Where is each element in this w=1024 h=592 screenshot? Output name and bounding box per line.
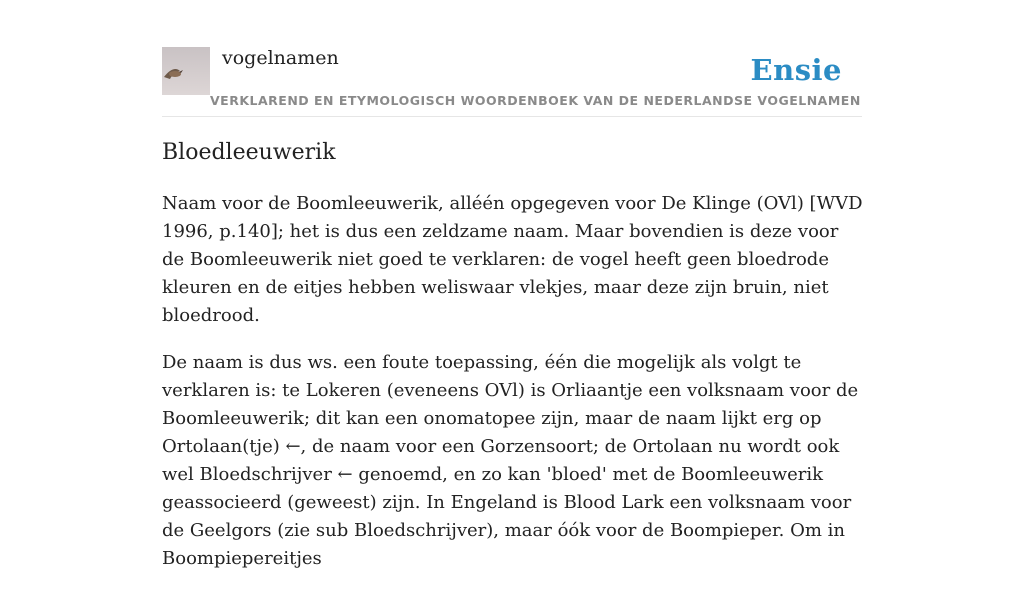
article-paragraph: De naam is dus ws. een foute toepassing, één die mogelijk als volgt te verklaren is: te Lokeren (eveneens OVl) is Orliaantje een volksnaam voor de Boomleeuwerik; dit kan een onomatopee zijn, maar de naam lijkt erg op Ortolaan(tje) ←, de naam voor een Gorzensoort; de Ortolaan nu wordt ook wel Bloedschrijver ← genoemd, en zo kan 'bloed' met de Boomleeuwerik geassocieerd (geweest) zijn. In Engeland is Blood Lark een volksnaam voor de Geelgors (zie sub Bloedschrijver), maar óók voor de Boompieper. Om in Boompiepereitjes [162,352,859,569]
bird-avatar-icon[interactable] [162,47,210,95]
article [162,136,866,592]
article-paragraph: Naam voor de Boomleeuwerik, alléén opgegeven voor De Klinge (OVl) [WVD 1996, p.140]; het is dus een zeldzame naam. Maar bovendien is deze voor de Boomleeuwerik niet goed te verklaren: de vogel heeft geen bloedrode kleuren en de eitjes hebben weliswaar vlekjes, maar deze zijn bruin, niet bloedrood. [162,193,863,326]
page-title: Bloedleeuwerik [162,140,336,165]
site-name[interactable]: vogelnamen [222,47,339,69]
site-header [162,0,862,117]
site-tagline: VERKLAREND EN ETYMOLOGISCH WOORDENBOEK VAN DE NEDERLANDSE VOGELNAMEN [210,93,861,108]
brand-logo[interactable]: Ensie [750,53,842,87]
